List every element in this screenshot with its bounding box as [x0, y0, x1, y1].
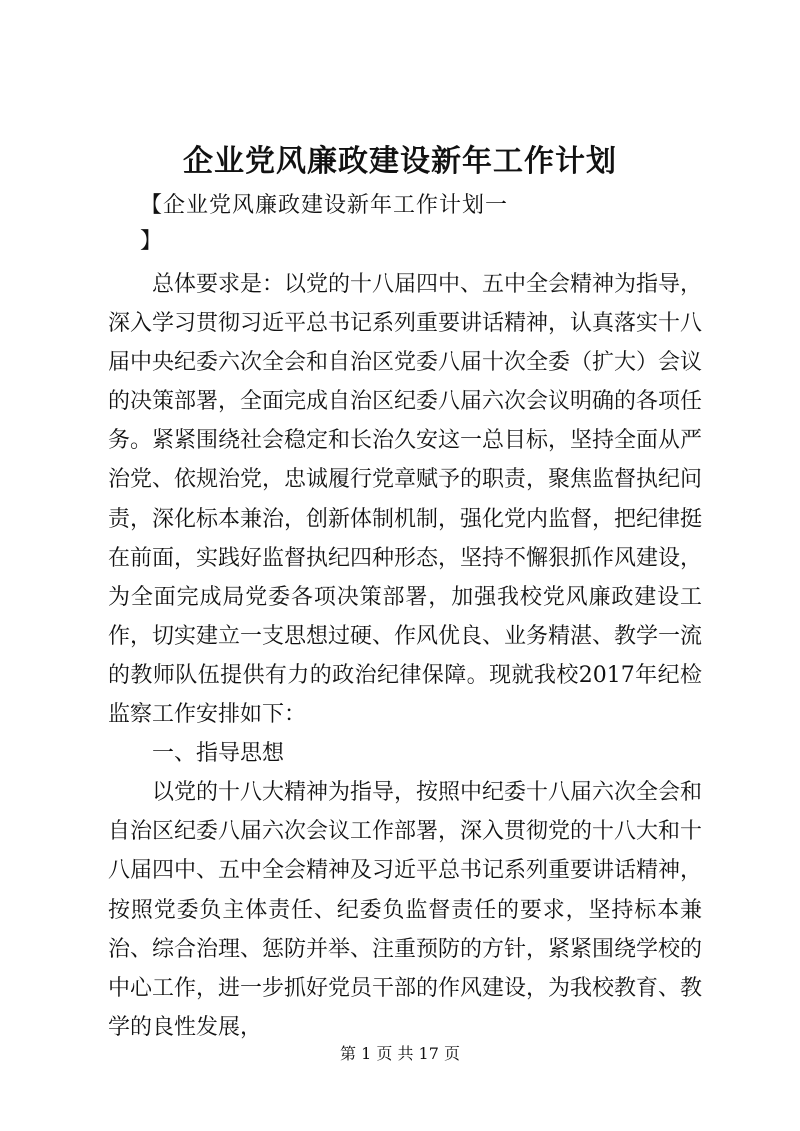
paragraph-guiding-ideology: 以党的十八大精神为指导，按照中纪委十八届六次全会和自治区纪委八届六次会议工作部署，深入贯彻党的十八大和十八届四中、五中全会精神及习近平总书记系列重要讲话精神，按照党委负主体责任、纪委负监督责任的要求，坚持标本兼治、综合治理、惩防并举、注重预防的方针，紧紧围绕学校的中心工作，进一步抓好党员干部的作风建设，为我校教育、教学的良性发展， — [108, 780, 703, 1040]
page-footer: 第 1 页 共 17 页 — [340, 1044, 460, 1063]
paragraph-general-requirements: 总体要求是：以党的十八届四中、五中全会精神为指导，深入学习贯彻习近平总书记系列重要讲话精神，认真落实十八届中央纪委六次全会和自治区党委八届十次全委（扩大）会议的决策部署，全面完成自治区纪委八届六次会议明确的各项任务。紧紧围绕社会稳定和长治久安这一总目标，坚持全面从严治党、依规治党，忠诚履行党章赋予的职责，聚焦监督执纪问责，深化标本兼治，创新体制机制，强化党内监督，把纪律挺在前面，实践好监督执纪四种形态，坚持不懈狠抓作风建设，为全面完成局党委各项决策部署，加强我校党风廉政建设工作，切实建立一支思想过硬、作风优良、业务精湛、教学一流的教师队伍提供有力的政治纪律保障。现就我校2017年纪检监察工作安排如下： — [108, 272, 703, 728]
subtitle-line-2: 】 — [140, 229, 164, 254]
section-heading-guiding-ideology: 一、指导思想 — [152, 741, 285, 767]
document-body — [108, 265, 702, 1047]
document-subtitle — [140, 188, 700, 260]
subtitle-line-1: 【企业党风廉政建设新年工作计划一 — [140, 193, 509, 218]
document-title: 企业党风廉政建设新年工作计划 — [183, 144, 617, 179]
